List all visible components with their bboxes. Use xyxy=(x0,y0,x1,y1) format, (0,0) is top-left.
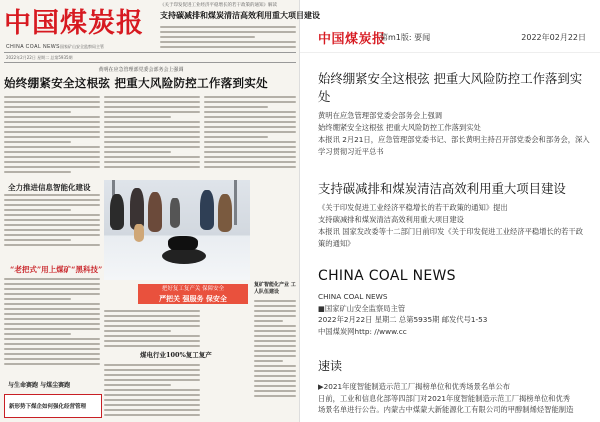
newspaper-column-1b xyxy=(4,194,100,249)
newspaper-masthead-meta: 国家矿山安全监察局主管 xyxy=(60,44,104,49)
article-text-line: 始终绷紧安全这根弦 把重大风险防控工作落到实处 xyxy=(318,123,481,132)
article-title[interactable]: 支持碳减排和煤炭清洁高效利用重大项目建设 xyxy=(318,181,566,196)
epaper-header xyxy=(300,0,600,64)
article-text-line: 本报讯 2月21日，应急管理部党委书记、部长黄明主持召开部党委会和部务会，深入学习贯彻习近平总书 xyxy=(318,135,590,156)
article-item[interactable] xyxy=(318,70,590,158)
newspaper-masthead-english: CHINA COAL NEWS xyxy=(6,44,60,50)
newspaper-subhead[interactable]: 全力推进信息智能化建设 xyxy=(8,183,91,192)
newspaper-column-1c xyxy=(4,278,100,368)
masthead-rule xyxy=(4,52,296,53)
epaper-panel xyxy=(300,0,600,422)
header-divider xyxy=(300,52,600,53)
article-text-line: 本报讯 国家发改委等十二部门日前印发《关于印发促进工业经济平稳增长的若干政策的通知》 xyxy=(318,227,584,248)
newspaper-column-2b xyxy=(104,310,200,350)
newspaper-top-kicker: 《关于印发促进工业经济平稳增长的若干政策的通知》解读 xyxy=(160,3,277,8)
newspaper-top-article-body xyxy=(160,26,296,51)
newspaper-column-4 xyxy=(254,300,296,400)
newspaper-top-article[interactable] xyxy=(160,2,320,21)
newspaper-subhead: 新形势下煤企如何强化经营管理 xyxy=(9,404,87,410)
newspaper-subhead[interactable]: 与生命赛跑 与煤尘赛跑 xyxy=(8,382,71,389)
quick-read-title[interactable]: 速读 xyxy=(318,359,343,373)
newspaper-boxed-article[interactable] xyxy=(4,394,102,418)
newspaper-lead-kicker: 黄明在应急管理部党委会部务会上强调 xyxy=(98,67,184,73)
newspaper-issue-info: 2022年2月22日 星期二 总第5935期 xyxy=(6,55,73,60)
newspaper-banner[interactable] xyxy=(138,284,248,304)
masthead-section-body xyxy=(318,291,590,337)
newspaper-subhead[interactable]: 复矿智能化产业 工人队伍建设 xyxy=(254,282,296,295)
newspaper-top-headline: 支持碳减排和煤炭清洁高效利用重大项目建设 xyxy=(160,10,320,20)
newspaper-banner-line-1: 把好复工复产关 保障安全 xyxy=(161,286,225,292)
issue-date: 2022年02月22日 xyxy=(521,33,586,42)
article-item[interactable] xyxy=(318,180,590,250)
masthead-section-title[interactable]: CHINA COAL NEWS xyxy=(318,268,456,284)
quick-read-text-line: 场景名单进行公告。内蒙古中煤蒙大新能源化工有限公司的甲醇制烯烃智能制造 xyxy=(318,405,574,414)
quick-read-text-line: 日前，工业和信息化部等四部门对2021年度智能制造示范工厂揭榜单位和优秀 xyxy=(318,393,571,403)
newspaper-masthead: 中国煤炭报 xyxy=(4,8,144,39)
newspaper-column-3 xyxy=(204,96,296,171)
masthead-line: CHINA COAL NEWS xyxy=(318,292,388,301)
quick-read-body xyxy=(318,381,594,416)
newspaper-column-1 xyxy=(4,96,100,176)
masthead-line: ■国家矿山安全监察局主管 xyxy=(318,303,406,313)
edition-label[interactable]: 第m1版: 要闻 xyxy=(380,33,431,42)
masthead-line: 中国煤炭网http: //www.cc xyxy=(318,326,407,336)
article-title[interactable]: 始终绷紧安全这根弦 把重大风险防控工作落到实处 xyxy=(318,71,583,104)
quick-read-item[interactable]: ▶2021年度智能制造示范工厂揭榜单位和优秀场景名单公布 xyxy=(318,382,511,391)
article-text-line: 支持碳减排和煤炭清洁高效利用重大项目建设 xyxy=(318,215,464,224)
newspaper-photo[interactable] xyxy=(104,180,250,280)
newspaper-subhead[interactable]: 煤电行业100%复工复产 xyxy=(140,351,212,359)
epaper-logo[interactable]: 中国煤炭报 xyxy=(318,32,386,47)
masthead-rule xyxy=(4,62,296,63)
newspaper-column-2 xyxy=(104,96,200,171)
newspaper-banner-line-2: 严把关 强服务 保安全 xyxy=(159,294,227,303)
article-text-line: 《关于印发促进工业经济平稳增长的若干政策的通知》提出 xyxy=(318,203,508,212)
newspaper-lead-headline[interactable]: 始终绷紧安全这根弦 把重大风险防控工作落到实处 xyxy=(4,76,268,90)
newspaper-column-2c xyxy=(104,364,200,419)
newspaper-subhead[interactable]: “老把式”用上煤矿“黑科技” xyxy=(10,265,103,274)
article-text-line: 黄明在应急管理部党委会部务会上强调 xyxy=(318,111,443,120)
masthead-line: 2022年2月22日 星期二 总第5935期 邮发代号1-53 xyxy=(318,315,488,324)
